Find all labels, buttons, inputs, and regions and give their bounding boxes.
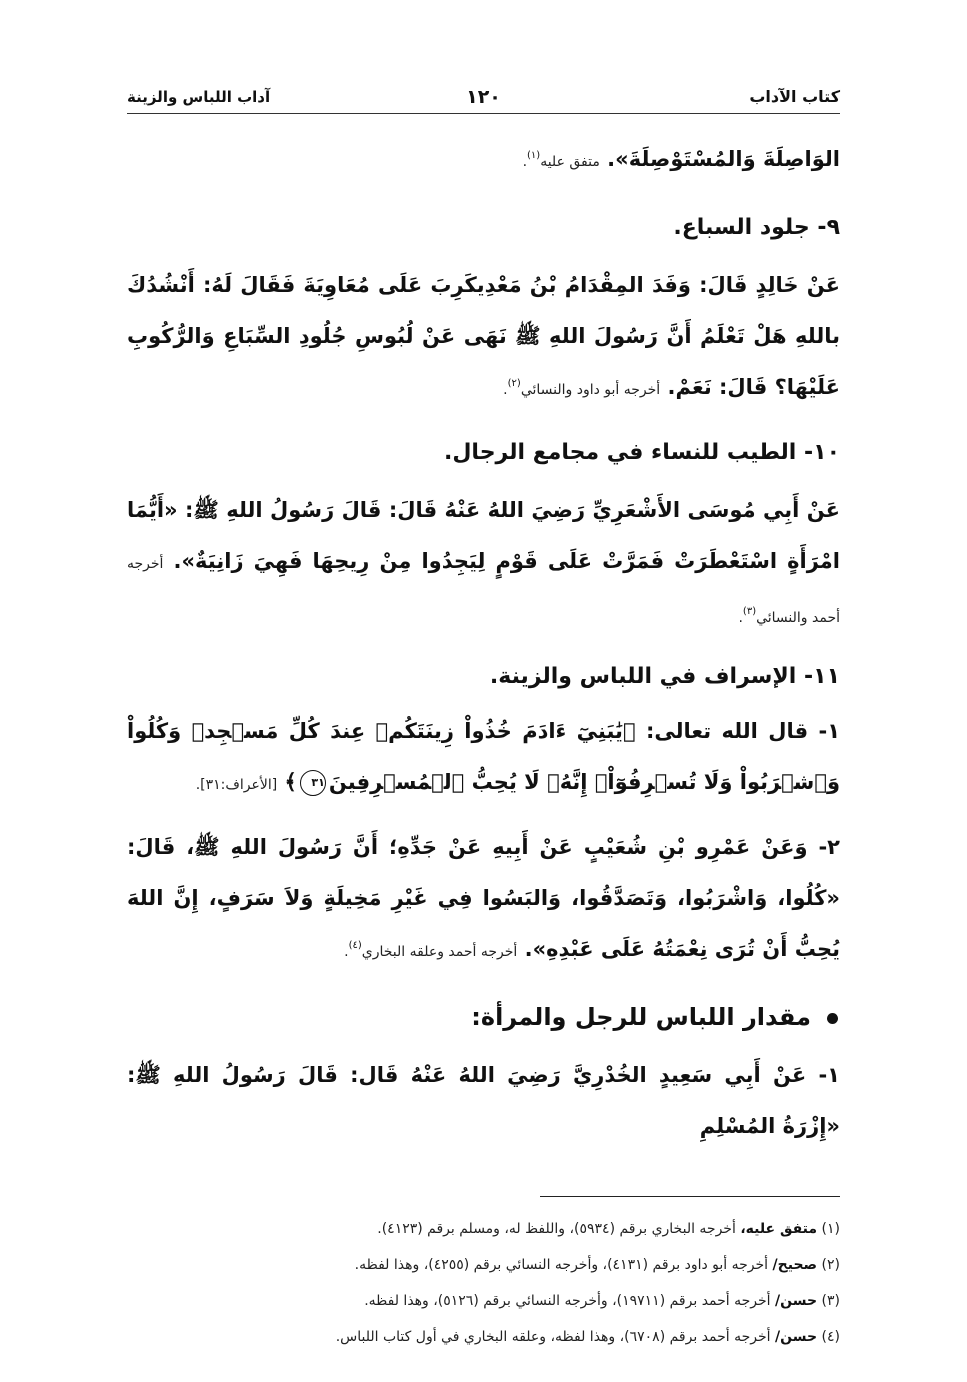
footnote-separator (540, 1196, 840, 1197)
chapter-title: كتاب الآداب (749, 87, 840, 106)
footnote-number: (٣) (821, 1293, 840, 1309)
hadith-source: أخرجه أحمد وعلقه البخاري (361, 944, 518, 960)
text-column (127, 134, 840, 1355)
hadith-source: أخرجه أبو داود والنسائي (520, 382, 661, 398)
hadith-text: وَعَنْ عَمْرِو بْنِ شُعَيْبٍ عَنْ أَبِيهِ عَنْ جَدِّهِ؛ أَنَّ رَسُولَ اللهِ ﷺ، قَالَ: «كُلُوا، وَاشْرَبُوا، وَتَصَدَّقُوا، وَالبَسُوا فِي غَيْرِ مَخِيلَةٍ وَلاَ سَرَفٍ، إِنَّ اللهَ يُحِبُّ أَنْ تُرَى نِعْمَتُهُ عَلَى عَبْدِهِ». (127, 835, 840, 961)
sentence-end: . (738, 610, 743, 626)
footnote-ref: (٣) (742, 606, 757, 617)
footnote-text: أخرجه أحمد برقم (١٩٧١١)، وأخرجه النسائي برقم (٥١٢٦)، وهذا لفظه. (364, 1293, 771, 1309)
verse-intro: قال الله تعالى: (645, 719, 809, 743)
verse-citation: [الأعراف:٣١]. (195, 777, 278, 793)
footnote-ref: (٢) (507, 378, 521, 389)
footnote (127, 1319, 840, 1355)
footnote-text: أخرجه أبو داود برقم (٤١٣١)، وأخرجه النسائي برقم (٤٢٥٥)، وهذا لفظه. (354, 1257, 769, 1273)
footnote-ref: (٤) (348, 940, 362, 951)
footnote-ref: (١) (527, 150, 541, 161)
hadith-paragraph (127, 822, 840, 978)
footnote-grade: صحيح/ (772, 1257, 818, 1273)
section-heading-10: ١٠- الطيب للنساء في مجامع الرجال. (443, 440, 840, 465)
footnote (127, 1283, 840, 1319)
item-number: ٢- (818, 835, 840, 859)
hadith-text: عَنْ أَبِي سَعِيدٍ الخُدْرِيَّ رَضِيَ اللهُ عَنْهُ قَال: قَالَ رَسُولُ اللهِ ﷺ: «إِزْرَةُ المُسْلِمِ (127, 1063, 840, 1138)
item-number: ١- (818, 1063, 840, 1087)
footnote-grade: حسن/ (775, 1329, 818, 1345)
bullet-icon (827, 1013, 838, 1024)
sentence-end: . (344, 944, 349, 960)
hadith-paragraph (127, 1050, 840, 1152)
footnote-text: أخرجه البخاري برقم (٥٩٣٤)، واللفظ له، ومسلم برقم (٤١٢٣). (377, 1221, 736, 1237)
header-rule (127, 113, 840, 114)
continuation-paragraph (127, 134, 840, 188)
footnote (127, 1247, 840, 1283)
section-heading-9: ٩- جلود السباع. (673, 215, 840, 240)
section-title: آداب اللباس والزينة (127, 88, 271, 106)
footnotes (127, 1211, 840, 1355)
hadith-paragraph (127, 485, 840, 644)
hadith-source: متفق عليه (540, 154, 600, 170)
sentence-end: . (522, 154, 528, 170)
footnote-grade: متفق عليه، (740, 1221, 818, 1237)
footnote (127, 1211, 840, 1247)
ayah-number: ٣١ (311, 776, 325, 789)
hadith-text: عَنْ أَبِي مُوسَى الأَشْعَرِيِّ رَضِيَ اللهُ عَنْهُ قَالَ: قَالَ رَسُولُ اللهِ ﷺ: «أَيُّمَا امْرَأَةٍ اسْتَعْطَرَتْ فَمَرَّتْ عَلَى قَوْمٍ لِيَجِدُوا مِنْ رِيحِهَا فَهِيَ زَانِيَةٌ». (127, 498, 841, 573)
section-heading-11: ١١- الإسراف في اللباس والزينة. (489, 664, 840, 689)
sentence-end: . (503, 382, 508, 398)
hadith-paragraph (127, 260, 840, 416)
bullet-heading (127, 992, 840, 1043)
footnote-text: أخرجه أحمد برقم (٦٧٠٨)، وهذا لفظه، وعلقه البخاري في أول كتاب اللباس. (335, 1329, 771, 1345)
verse-close-bracket: ﴾ (284, 770, 297, 794)
footnote-number: (٢) (821, 1257, 840, 1273)
page-number: ١٢٠ (466, 86, 501, 108)
footnote-number: (٤) (821, 1329, 840, 1345)
item-number: ١- (818, 719, 841, 743)
quran-verse-item (127, 706, 840, 811)
quran-verse: يَٰبَنِيٓ ءَادَمَ خُذُواْ زِينَتَكُمۡ عِندَ كُلِّ مَسۡجِدٖ وَكُلُواْ وَٱشۡرَبُواْ وَلَا تُسۡرِفُوٓاْۚ إِنَّهُۥ لَا يُحِبُّ ٱلۡمُسۡرِفِينَ (127, 719, 840, 794)
hadith-text: الوَاصِلَةَ وَالمُسْتَوْصِلَةَ». (607, 147, 840, 171)
hadith-text: عَنْ خَالِدٍ قَالَ: وَفَدَ المِقْدَامُ بْنُ مَعْدِيكَرِبَ عَلَى مُعَاوِيَةَ فَقَالَ لَهُ: أَنْشُدُكَ باللهِ هَلْ تَعْلَمُ أَنَّ رَسُولَ اللهِ ﷺ نَهَى عَنْ لُبُوسِ جُلُودِ السِّبَاعِ وَالرُّكُوبِ عَلَيْهَا؟ قَالَ: نَعَمْ. (127, 273, 840, 399)
footnote-number: (١) (821, 1221, 840, 1237)
footnote-grade: حسن/ (775, 1293, 818, 1309)
verse-open-bracket: ﴿ (622, 719, 636, 743)
ayah-number-marker (300, 770, 326, 796)
bullet-heading-text: مقدار اللباس للرجل والمرأة: (471, 1003, 811, 1031)
hadith-source: أخرجه أحمد والنسائي (127, 556, 840, 626)
